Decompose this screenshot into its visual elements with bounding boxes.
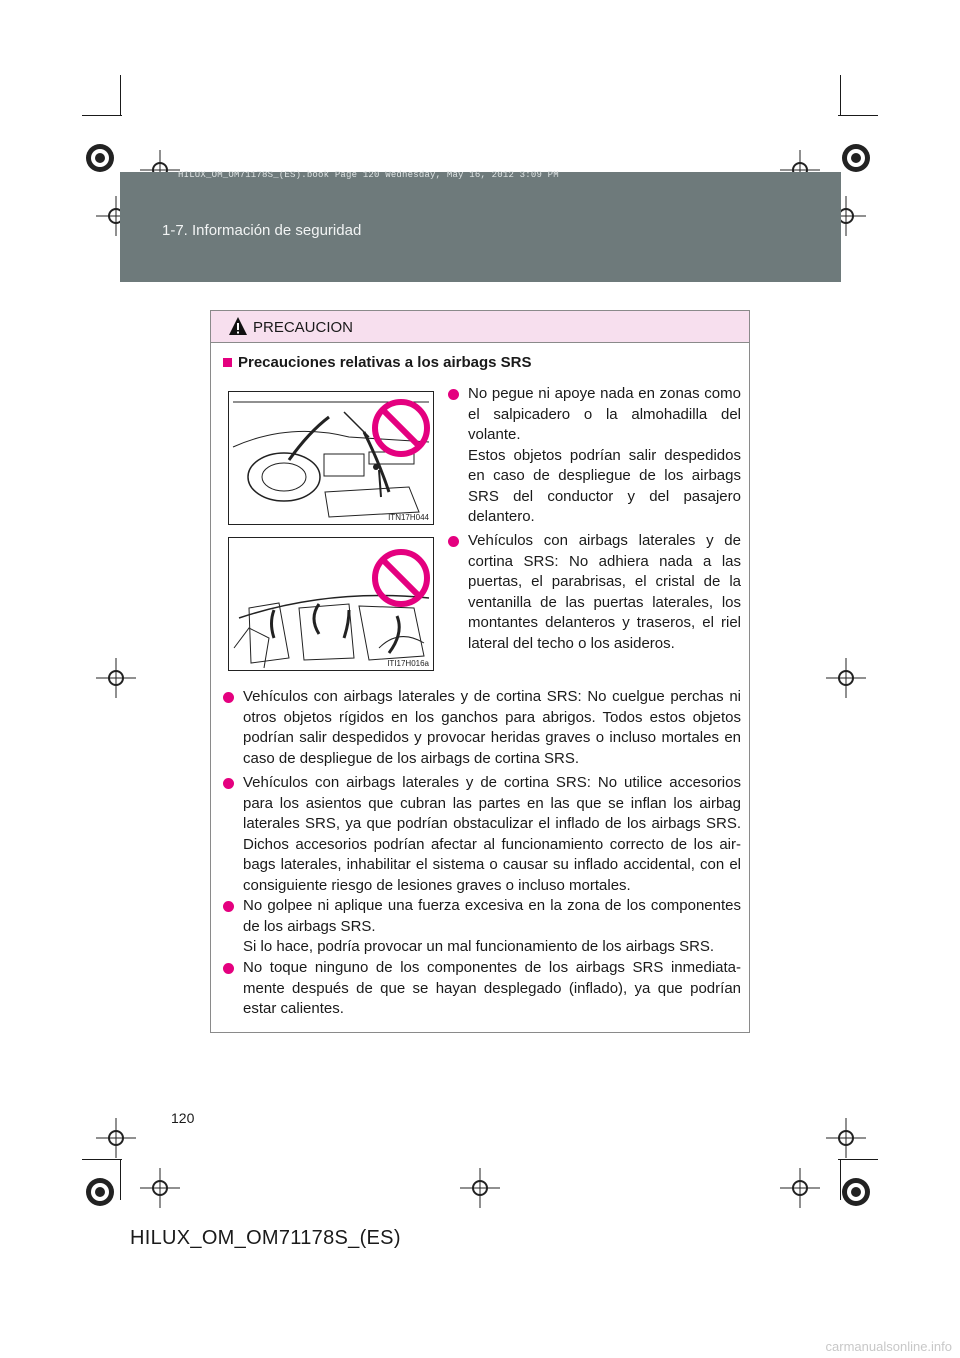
subheading [223, 354, 531, 371]
subheading-text: Precauciones relativas a los airbags SRS [238, 354, 532, 371]
side-bullet-item [448, 531, 741, 654]
bullet-text: Vehículos con airbags laterales y de cortina SRS: No cuelgue perchas ni otros objetos rígidos en los ganchos para abrigos. Todos estos objetos podrían salir despedidos y provocar heridas graves o incluso mortales en caso de despliegue de los airbags de cortina SRS. [243, 688, 741, 767]
warning-triangle-icon [228, 316, 248, 336]
registration-target-icon [836, 1172, 876, 1212]
crosshair-mark-icon [460, 1168, 500, 1208]
bullet-dot-icon [223, 963, 234, 974]
interior-illustration [229, 538, 433, 670]
registration-target-icon [80, 138, 120, 178]
crop-line [838, 115, 878, 116]
bullet-item [223, 687, 741, 769]
section-title: 1-7. Información de seguridad [162, 222, 362, 239]
crop-line [120, 75, 121, 115]
bullet-text: Vehículos con airbags laterales y de cortina SRS: No utilice accesorios para los asientos que cubran las partes en las que se inflan los airbag laterales SRS, ya que podrían obstaculizar el inflado de los airbags SRS. Dichos accesorios podrían afectar al funcionamiento correcto de los air-bags laterales, inhabilitar el sistema o causar su inflado accidental, con el consiguiente riesgo de lesiones graves o incluso mortales. [243, 774, 741, 894]
crosshair-mark-icon [826, 658, 866, 698]
crosshair-mark-icon [96, 1118, 136, 1158]
square-bullet-icon [223, 358, 232, 367]
figure-code: ITN17H044 [388, 513, 429, 522]
bullet-text: No golpee ni aplique una fuerza excesiva en la zona de los componentes de los airbags SRS. Si lo hace, podría provocar un mal funcionamiento de los airbags SRS. [243, 897, 741, 955]
figure-code: ITI17H016a [387, 659, 429, 668]
crosshair-mark-icon [140, 1168, 180, 1208]
file-stamp: HILUX_OM_OM71178S_(ES).book Page 120 Wednesday, May 16, 2012 3:09 PM [178, 170, 559, 180]
bullet-dot-icon [223, 692, 234, 703]
side-bullet-item [448, 384, 741, 528]
side-bullet-text: Vehículos con airbags laterales y de cortina SRS: No adhiera nada a las puertas, el parabrisas, el cristal de la ventanilla de las puertas laterales, los montantes delanteros y traseros, el riel lateral del techo o los asideros. [468, 532, 741, 652]
watermark: carmanualsonline.info [825, 1339, 952, 1354]
crosshair-mark-icon [96, 658, 136, 698]
dashboard-illustration [229, 392, 433, 524]
footer-document-code: HILUX_OM_OM71178S_(ES) [130, 1227, 401, 1249]
bullet-item [223, 773, 741, 896]
bullet-dot-icon [448, 536, 459, 547]
bullet-item [223, 958, 741, 1020]
bullet-item [223, 896, 741, 958]
bullet-dot-icon [223, 778, 234, 789]
caution-label: PRECAUCION [253, 319, 354, 336]
crop-line [120, 1160, 121, 1200]
caution-header [211, 311, 749, 343]
crop-line [840, 75, 841, 115]
crosshair-mark-icon [826, 1118, 866, 1158]
registration-target-icon [80, 1172, 120, 1212]
page-number: 120 [171, 1110, 195, 1126]
caution-box [210, 310, 750, 1033]
figure-interior [228, 537, 434, 671]
side-bullet-text: No pegue ni apoye nada en zonas como el salpicadero o la almohadilla del volante. Estos objetos podrían salir despedidos en caso de despliegue de los airbags SRS del conductor y del pasajero delantero. [468, 385, 741, 525]
bullet-dot-icon [223, 901, 234, 912]
figure-dashboard [228, 391, 434, 525]
bullet-dot-icon [448, 389, 459, 400]
bullet-text: No toque ninguno de los componentes de los airbags SRS inmediata-mente después de que se hayan desplegado (inflado), ya que podrían estar calientes. [243, 959, 741, 1017]
crop-line [838, 1159, 878, 1160]
crop-line [82, 1159, 122, 1160]
registration-target-icon [836, 138, 876, 178]
crop-line [82, 115, 122, 116]
crosshair-mark-icon [780, 1168, 820, 1208]
